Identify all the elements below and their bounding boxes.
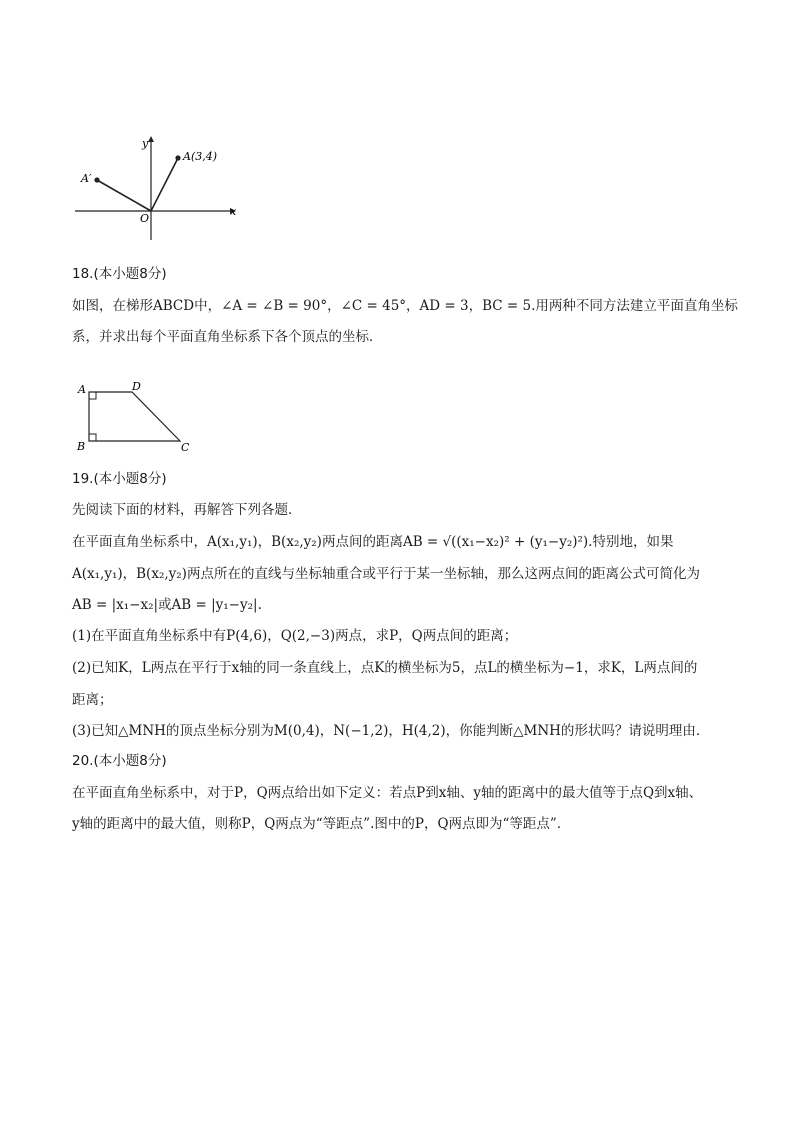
q19-material-line2: A(x₁,y₁)，B(x₂,y₂)两点所在的直线与坐标轴重合或平行于某一坐标轴，那么这两点间的距离公式可简化为 [72,566,700,582]
segment-oa [151,158,178,211]
q18-line1: 如图，在梯形ABCD中，∠A = ∠B = 90°，∠C = 45°，AD = 3，BC = 5.用两种不同方法建立平面直角坐标 [72,298,738,314]
right-angle-mark-a [89,392,96,399]
q19-header: 19.(本小题8分) [72,471,167,487]
q20-line2: y轴的距离中的最大值，则称P，Q两点为“等距点”.图中的P，Q两点即为“等距点”． [72,816,571,832]
point-a-prime [94,177,99,182]
y-axis-arrow [148,136,154,142]
q19-part1: (1)在平面直角坐标系中有P(4,6)，Q(2,−3)两点，求P，Q两点间的距离； [72,628,518,644]
q18-header: 18.(本小题8分) [72,266,167,282]
right-angle-mark-b [89,434,96,441]
point-a-prime-label: A′ [81,172,92,185]
segment-oa-prime [97,180,151,211]
q19-material-line1: 在平面直角坐标系中，A(x₁,y₁)，B(x₂,y₂)两点间的距离AB = √((x₁−x₂)² + (y₁−y₂)²).特别地，如果 [72,534,674,550]
vertex-a-label: A [78,383,86,396]
q18-line2: 系，并求出每个平面直角坐标系下各个顶点的坐标． [72,329,383,345]
q20-line1: 在平面直角坐标系中，对于P，Q两点给出如下定义：若点P到x轴、y轴的距离中的最大值等于点Q到x轴、 [72,785,703,801]
vertex-d-label: D [132,380,141,393]
coordinate-figure [70,132,250,247]
trapezoid-abcd [89,392,180,441]
q20-header: 20.(本小题8分) [72,753,167,769]
point-a-label: A(3,4) [183,150,218,163]
vertex-b-label: B [77,440,86,453]
q19-part3: (3)已知△MNH的顶点坐标分别为M(0,4)，N(−1,2)，H(4,2)，你能判断△MNH的形状吗？请说明理由． [72,723,710,739]
trapezoid-figure [70,378,200,458]
y-axis-label: y [142,137,149,150]
q19-material-line3: AB = |x₁−x₂|或AB = |y₁−y₂|. [72,597,262,613]
x-axis-label: x [230,205,237,218]
q19-intro: 先阅读下面的材料，再解答下列各题． [72,502,302,518]
origin-label: O [140,212,150,225]
q19-part2-line2: 距离； [72,692,113,708]
vertex-c-label: C [181,441,190,454]
point-a [175,155,180,160]
q19-part2-line1: (2)已知K，L两点在平行于x轴的同一条直线上，点K的横坐标为5，点L的横坐标为−1，求K，L两点间的 [72,660,698,676]
